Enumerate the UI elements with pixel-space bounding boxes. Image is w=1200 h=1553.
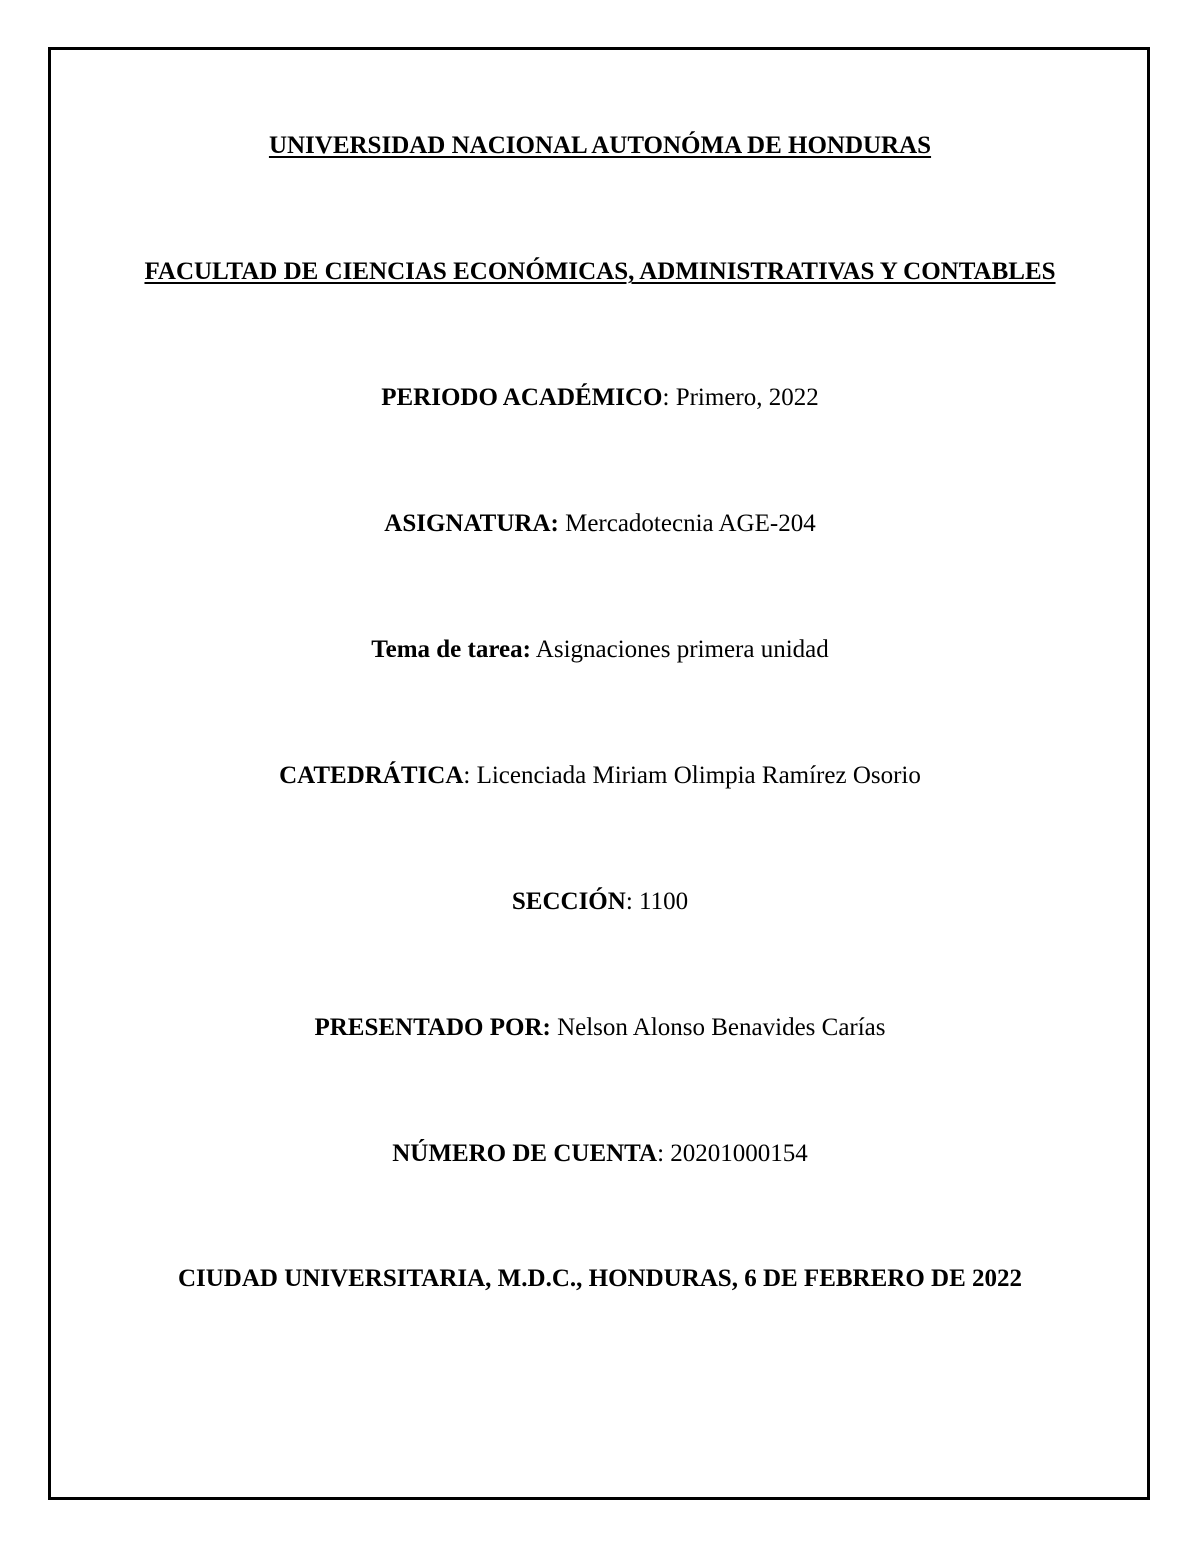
field-seccion bbox=[0, 887, 1200, 917]
field-label: SECCIÓN bbox=[511, 888, 626, 915]
field-label: NÚMERO DE CUENTA bbox=[392, 1140, 658, 1167]
field-asignatura bbox=[0, 509, 1200, 539]
field-separator: : bbox=[625, 888, 640, 915]
field-value: Nelson Alonso Benavides Carías bbox=[557, 1014, 886, 1041]
field-periodo bbox=[0, 383, 1200, 413]
faculty-title: FACULTAD DE CIENCIAS ECONÓMICAS, ADMINISTRATIVAS Y CONTABLES bbox=[144, 258, 1056, 285]
field-value: 1100 bbox=[639, 888, 689, 915]
field-label: Tema de tarea: bbox=[371, 636, 531, 663]
field-label: PERIODO ACADÉMICO bbox=[381, 384, 663, 411]
university-title: UNIVERSIDAD NACIONAL AUTONÓMA DE HONDURAS bbox=[268, 132, 932, 159]
field-presentado-por bbox=[0, 1013, 1200, 1043]
field-separator: : bbox=[463, 762, 477, 789]
field-separator: : bbox=[662, 384, 676, 411]
field-value: Licenciada Miriam Olimpia Ramírez Osorio bbox=[476, 762, 921, 789]
field-label: PRESENTADO POR: bbox=[314, 1014, 551, 1041]
place-date-footer: CIUDAD UNIVERSITARIA, M.D.C., HONDURAS, 6 DE FEBRERO DE 2022 bbox=[177, 1265, 1023, 1292]
field-label: ASIGNATURA: bbox=[384, 510, 559, 537]
field-catedratica bbox=[0, 761, 1200, 791]
field-separator: : bbox=[657, 1140, 671, 1167]
field-numero-cuenta bbox=[0, 1139, 1200, 1169]
field-value: Primero, 2022 bbox=[675, 384, 819, 411]
field-tema bbox=[0, 635, 1200, 665]
field-value: Mercadotecnia AGE-204 bbox=[565, 510, 816, 537]
field-value: 20201000154 bbox=[670, 1140, 808, 1167]
field-label: CATEDRÁTICA bbox=[279, 762, 464, 789]
field-value: Asignaciones primera unidad bbox=[535, 636, 829, 663]
